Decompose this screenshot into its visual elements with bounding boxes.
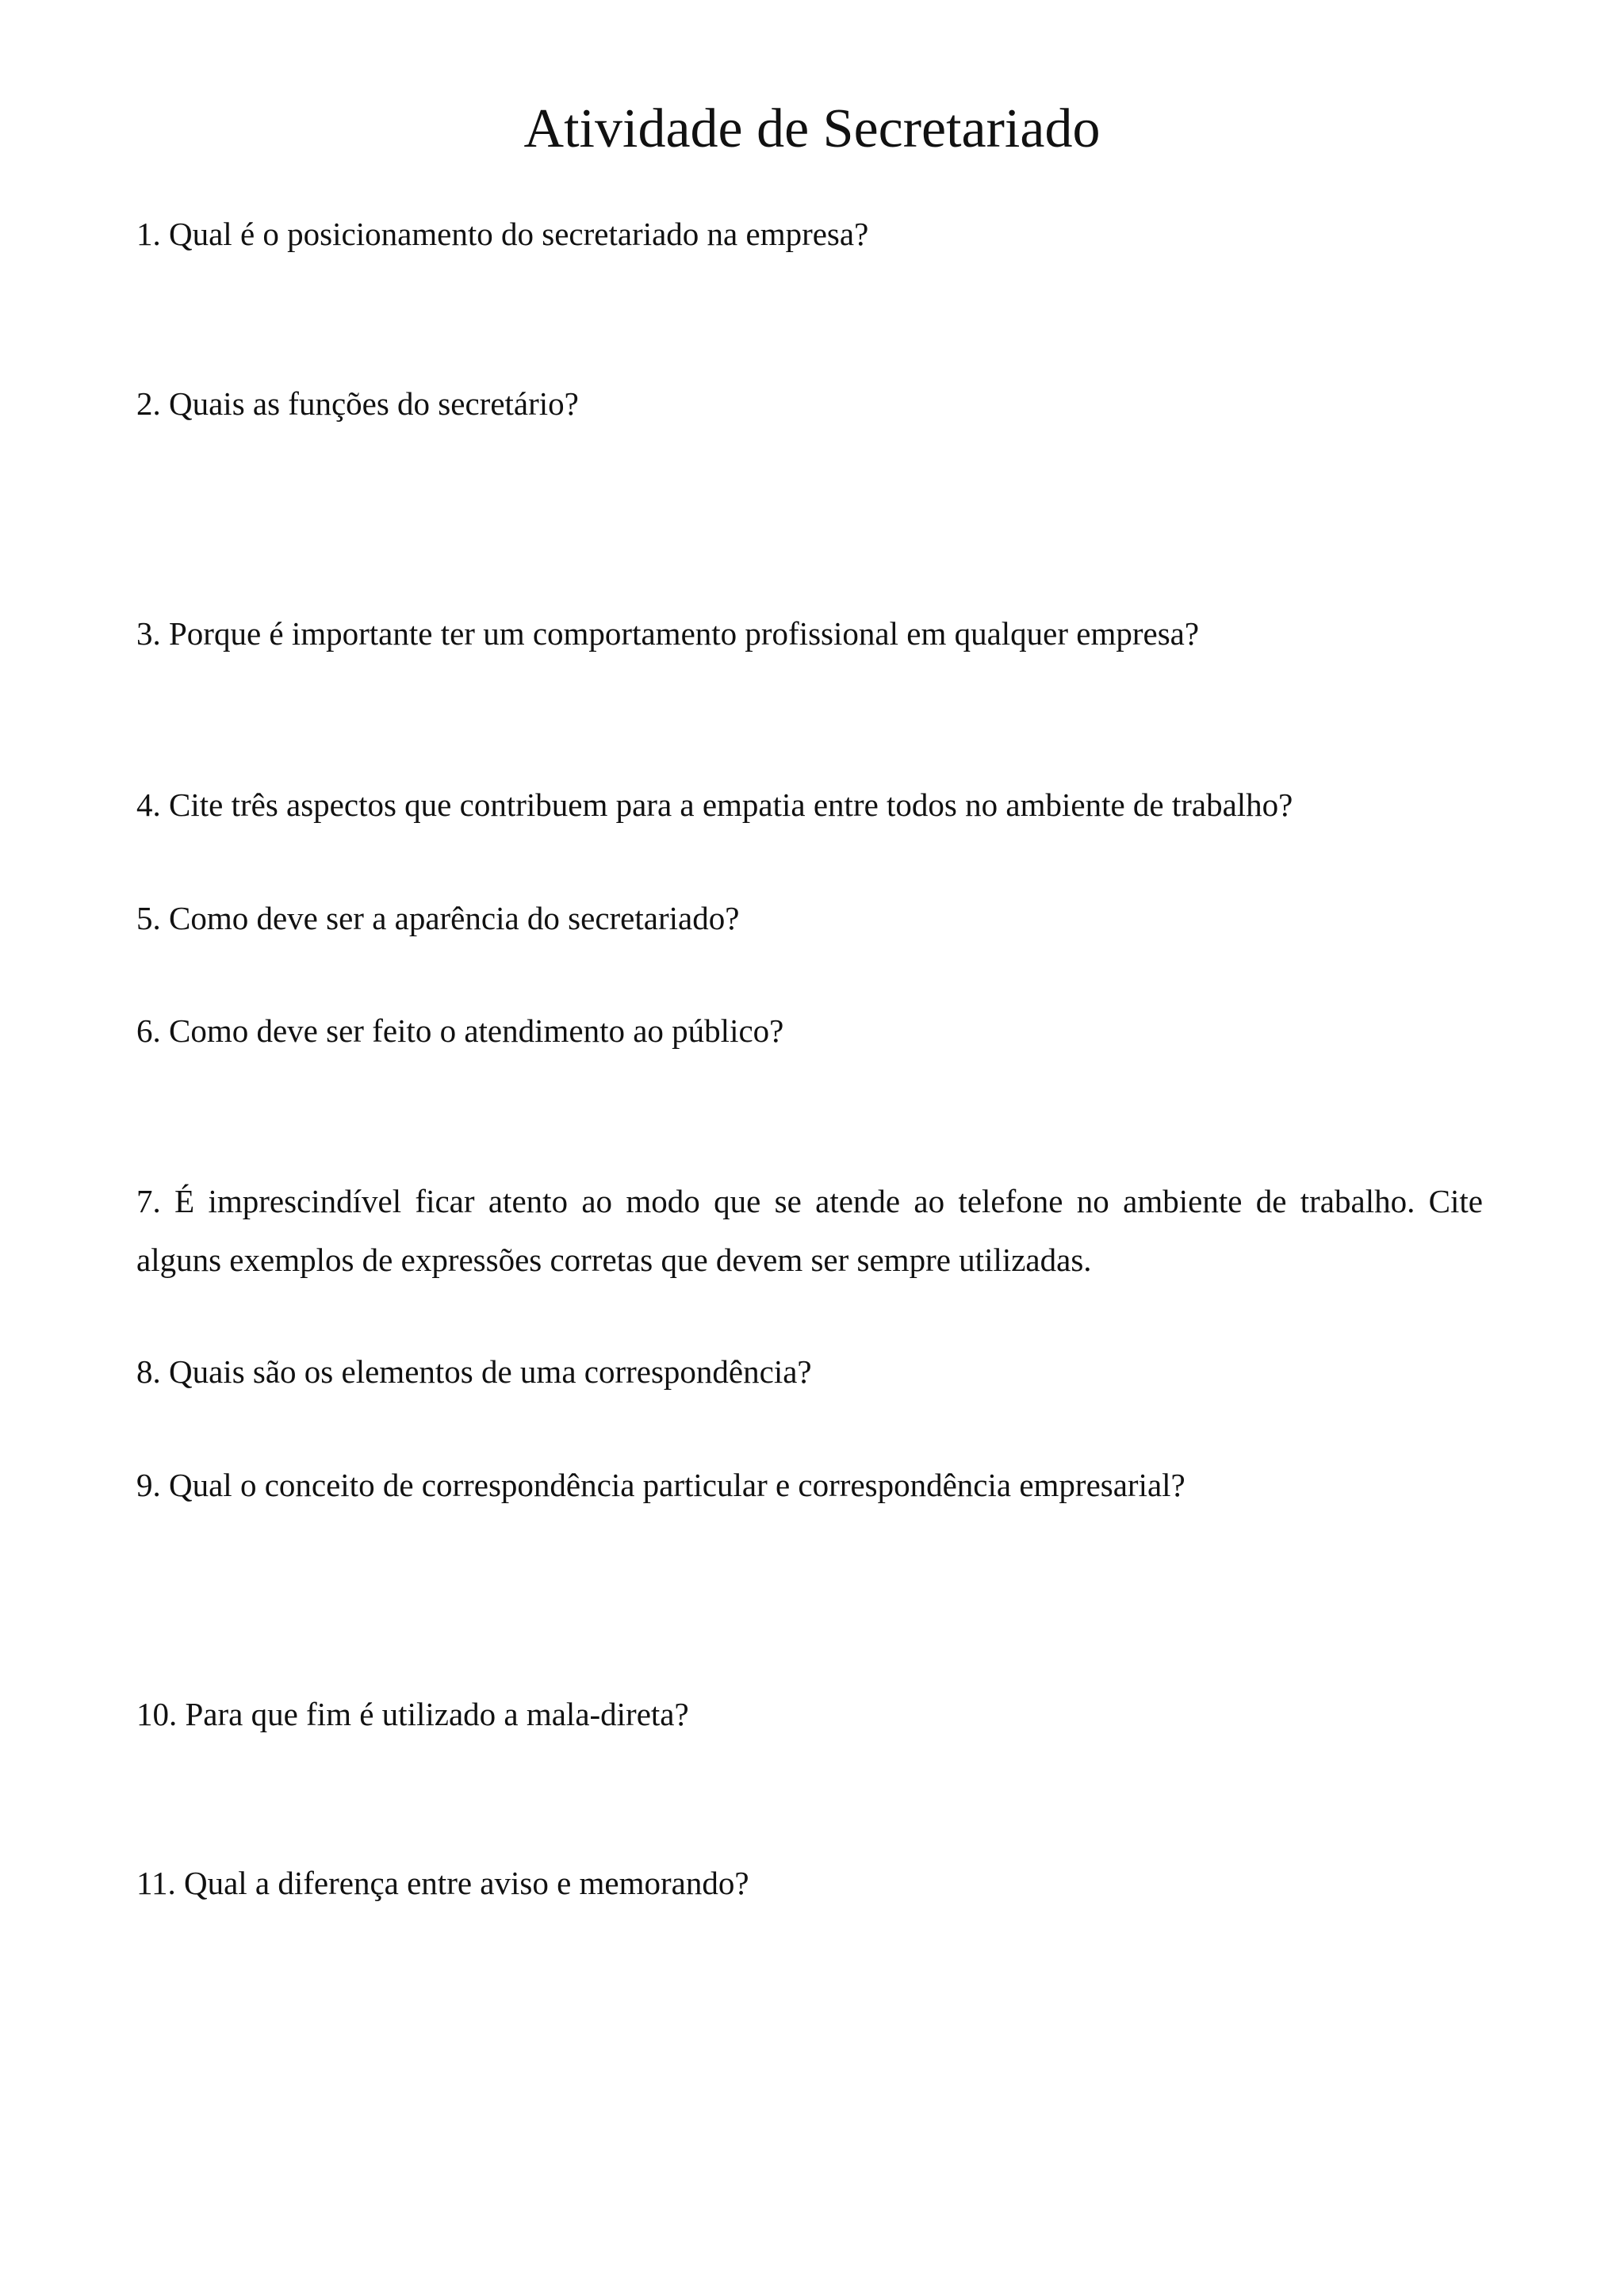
question-8: 8. Quais são os elementos de uma correspondência? [136,1353,812,1390]
question-2: 2. Quais as funções do secretário? [136,385,579,422]
document-title: Atividade de Secretariado [523,98,1101,159]
question-5: 5. Como deve ser a aparência do secretariado? [136,900,740,936]
question-6: 6. Como deve ser feito o atendimento ao público? [136,1012,784,1049]
question-3: 3. Porque é importante ter um comportamento profissional em qualquer empresa? [136,615,1200,652]
question-4: 4. Cite três aspectos que contribuem para a empatia entre todos no ambiente de trabalho? [136,786,1293,823]
question-9: 9. Qual o conceito de correspondência particular e correspondência empresarial? [136,1467,1185,1503]
question-1: 1. Qual é o posicionamento do secretariado na empresa? [136,216,869,252]
question-10: 10. Para que fim é utilizado a mala-direta? [136,1696,689,1732]
question-7: 7. É imprescindível ficar atento ao modo que se atende ao telefone no ambiente de trabalho. Cite alguns exemplos de expressões corretas que devem ser sempre utilizadas. [136,1183,1483,1278]
question-11: 11. Qual a diferença entre aviso e memorando? [136,1865,749,1901]
